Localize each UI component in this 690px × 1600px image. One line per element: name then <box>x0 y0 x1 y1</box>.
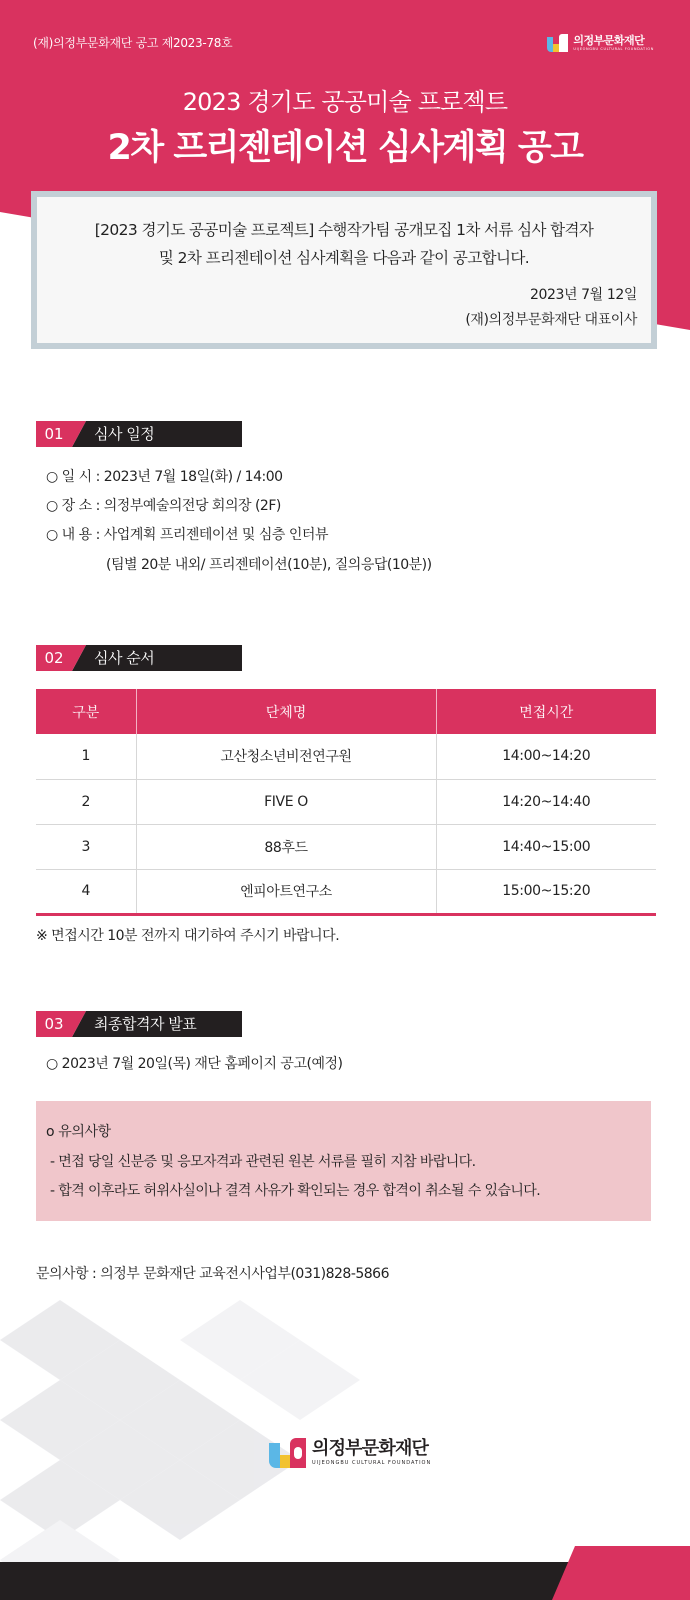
table-cell: 2 <box>36 779 136 824</box>
section-number: 01 <box>36 421 72 447</box>
section-header-announcement <box>36 1011 242 1037</box>
section-header-schedule <box>36 421 242 447</box>
table-row <box>36 869 656 914</box>
section-title: 심사 일정 <box>94 425 155 443</box>
foundation-logo-icon <box>547 34 569 52</box>
section-number: 02 <box>36 645 72 671</box>
table-cell: 3 <box>36 824 136 869</box>
intro-date: 2023년 7월 12일 <box>529 287 637 303</box>
table-cell: 15:00~15:20 <box>436 869 656 914</box>
table-cell: 1 <box>36 734 136 779</box>
notice-number: (재)의정부문화재단 공고 제2023-78호 <box>33 36 233 50</box>
caution-title: o 유의사항 <box>46 1124 111 1140</box>
section-number: 03 <box>36 1011 72 1037</box>
logo-subtitle: UIJEONGBU CULTURAL FOUNDATION <box>573 46 654 51</box>
logo-subtitle: UIJEONGBU CULTURAL FOUNDATION <box>312 1460 432 1466</box>
logo-name: 의정부문화재단 <box>573 33 645 47</box>
interview-order-table <box>36 689 656 916</box>
table-footnote: ※ 면접시간 10분 전까지 대기하여 주시기 바랍니다. <box>36 928 340 944</box>
section-title: 심사 순서 <box>94 649 155 667</box>
schedule-content: ○ 내 용 : 사업계획 프리젠테이션 및 심층 인터뷰 <box>46 527 328 543</box>
schedule-place: ○ 장 소 : 의정부예술의전당 회의장 (2F) <box>46 498 281 514</box>
intro-line: [2023 경기도 공공미술 프로젝트] 수행작가팀 공개모집 1차 서류 심사 합격자 <box>94 221 594 239</box>
caution-box <box>36 1101 651 1221</box>
column-header: 단체명 <box>136 689 436 734</box>
table-cell: 88후드 <box>136 824 436 869</box>
logo-name: 의정부문화재단 <box>312 1438 429 1459</box>
section-header-order <box>36 645 242 671</box>
schedule-content-detail: (팀별 20분 내외/ 프리젠테이션(10분), 질의응답(10분)) <box>106 557 432 573</box>
intro-text <box>37 216 651 272</box>
intro-organization: (재)의정부문화재단 대표이사 <box>465 312 637 328</box>
page-title: 2차 프리젠테이션 심사계획 공고 <box>107 128 583 168</box>
caution-item: - 면접 당일 신분증 및 응모자격과 관련된 원본 서류를 필히 지참 바랍니다. <box>50 1154 476 1170</box>
table-cell: 14:00~14:20 <box>436 734 656 779</box>
table-header-row <box>36 689 656 734</box>
caution-item: - 합격 이후라도 허위사실이나 결격 사유가 확인되는 경우 합격이 취소될 수 있습니다. <box>50 1183 541 1199</box>
foundation-logo-top <box>547 34 654 52</box>
foundation-logo-icon <box>269 1438 307 1468</box>
page-subtitle: 2023 경기도 공공미술 프로젝트 <box>182 88 508 116</box>
announcement-date: ○ 2023년 7월 20일(목) 재단 홈페이지 공고(예정) <box>46 1056 343 1072</box>
foundation-logo-bottom <box>269 1438 431 1468</box>
table-row <box>36 779 656 824</box>
table-cell: 14:40~15:00 <box>436 824 656 869</box>
table-cell: 4 <box>36 869 136 914</box>
table-row <box>36 824 656 869</box>
table-cell: 엔피아트연구소 <box>136 869 436 914</box>
table-cell: 14:20~14:40 <box>436 779 656 824</box>
column-header: 구분 <box>36 689 136 734</box>
column-header: 면접시간 <box>436 689 656 734</box>
section-title: 최종합격자 발표 <box>94 1015 197 1033</box>
contact-info: 문의사항 : 의정부 문화재단 교육전시사업부(031)828-5866 <box>36 1266 389 1282</box>
table-cell: 고산청소년비전연구원 <box>136 734 436 779</box>
intro-box <box>31 191 657 349</box>
intro-line: 및 2차 프리젠테이션 심사계획을 다음과 같이 공고합니다. <box>158 249 530 267</box>
schedule-date: ○ 일 시 : 2023년 7월 18일(화) / 14:00 <box>46 469 283 485</box>
table-row <box>36 734 656 779</box>
table-cell: FIVE O <box>136 779 436 824</box>
